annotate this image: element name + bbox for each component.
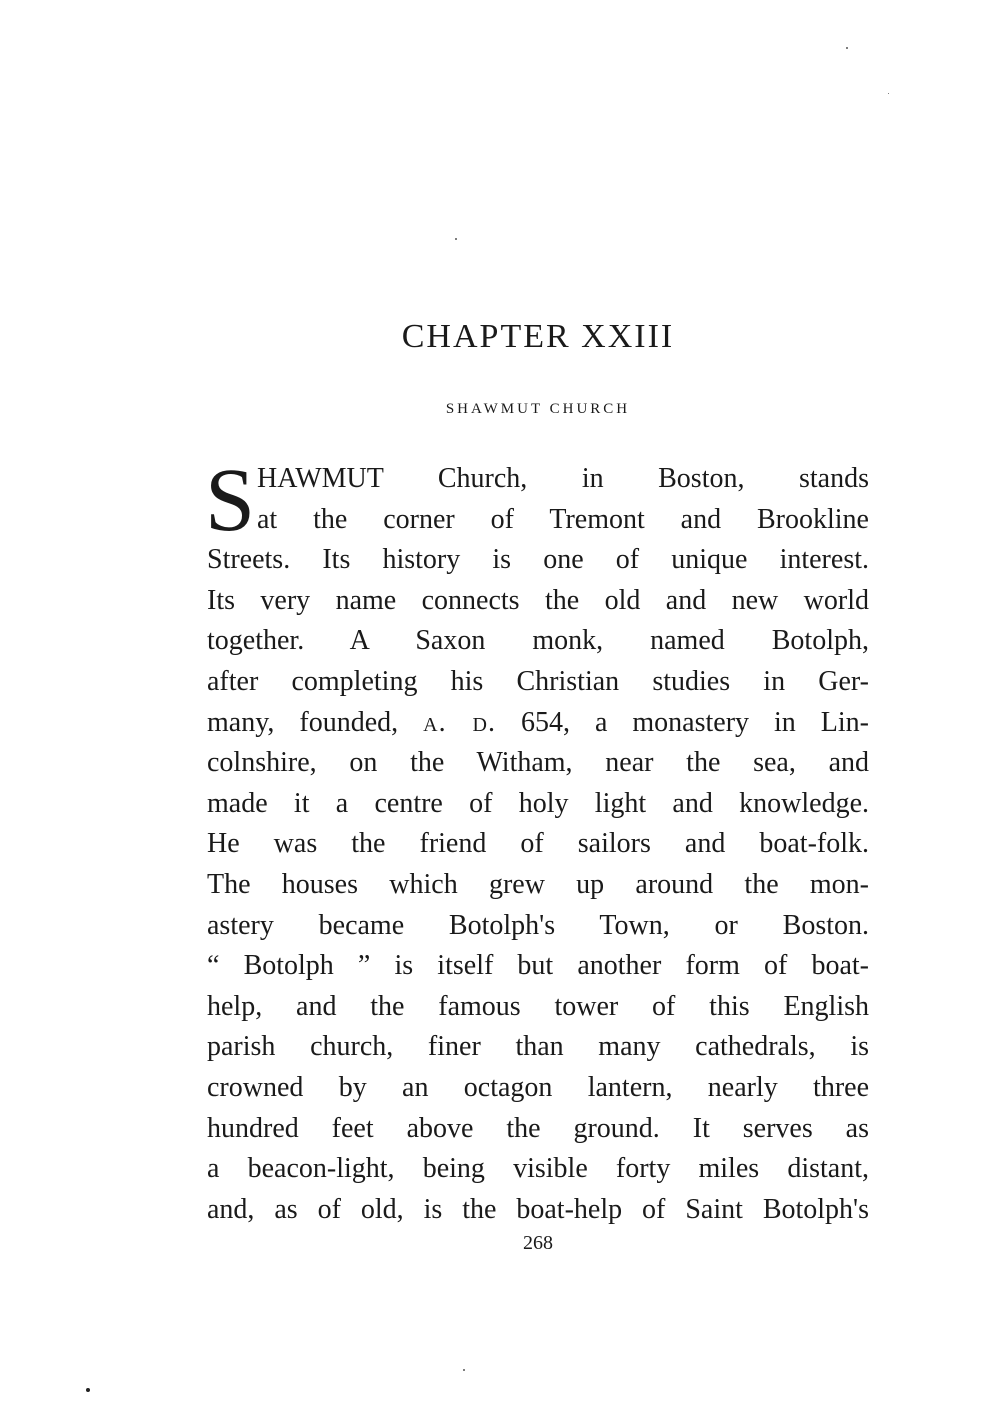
chapter-title: CHAPTER XXIII <box>401 318 675 355</box>
text-line: together. A Saxon monk, named Botolph, <box>207 625 869 657</box>
scan-speck <box>888 93 889 94</box>
scan-speck <box>455 238 457 240</box>
page-number: 268 <box>523 1232 553 1254</box>
text-line: parish church, finer than many cathedrals, is <box>207 1031 869 1063</box>
text-line: “ Botolph ” is itself but another form of boat- <box>207 950 869 982</box>
text-line: hundred feet above the ground. It serves as <box>207 1112 869 1144</box>
scan-speck <box>463 1369 465 1371</box>
text-line: astery became Botolph's Town, or Boston. <box>207 909 869 941</box>
text-line: and, as of old, is the boat-help of Saint Botolph's <box>207 1193 869 1225</box>
text-line: Streets. Its history is one of unique interest. <box>207 544 869 576</box>
text-line: at the corner of Tremont and Brookline <box>257 503 869 535</box>
text-line: after completing his Christian studies in Ger- <box>207 665 869 697</box>
text-line: made it a centre of holy light and knowledge. <box>207 787 869 819</box>
text-segment: 654, a monastery in Lin- <box>496 706 869 738</box>
text-line: a beacon-light, being visible forty miles distant, <box>207 1153 869 1185</box>
text-line: help, and the famous tower of this English <box>207 990 869 1022</box>
drop-cap: S <box>205 451 256 550</box>
chapter-subtitle: SHAWMUT CHURCH <box>445 401 631 417</box>
text-line: The houses which grew up around the mon- <box>207 868 869 900</box>
text-line: He was the friend of sailors and boat-folk. <box>207 828 869 860</box>
text-segment-smallcaps: a. d. <box>423 706 496 738</box>
text-line <box>207 703 869 744</box>
scan-speck <box>846 47 848 49</box>
text-line: colnshire, on the Witham, near the sea, and <box>207 747 869 779</box>
scan-speck <box>86 1388 90 1392</box>
text-line: crowned by an octagon lantern, nearly three <box>207 1071 869 1103</box>
text-line: HAWMUT Church, in Boston, stands <box>257 463 869 494</box>
text-segment: many, founded, <box>207 706 424 738</box>
body-text <box>205 451 869 1230</box>
text-line: Its very name connects the old and new world <box>207 584 869 616</box>
